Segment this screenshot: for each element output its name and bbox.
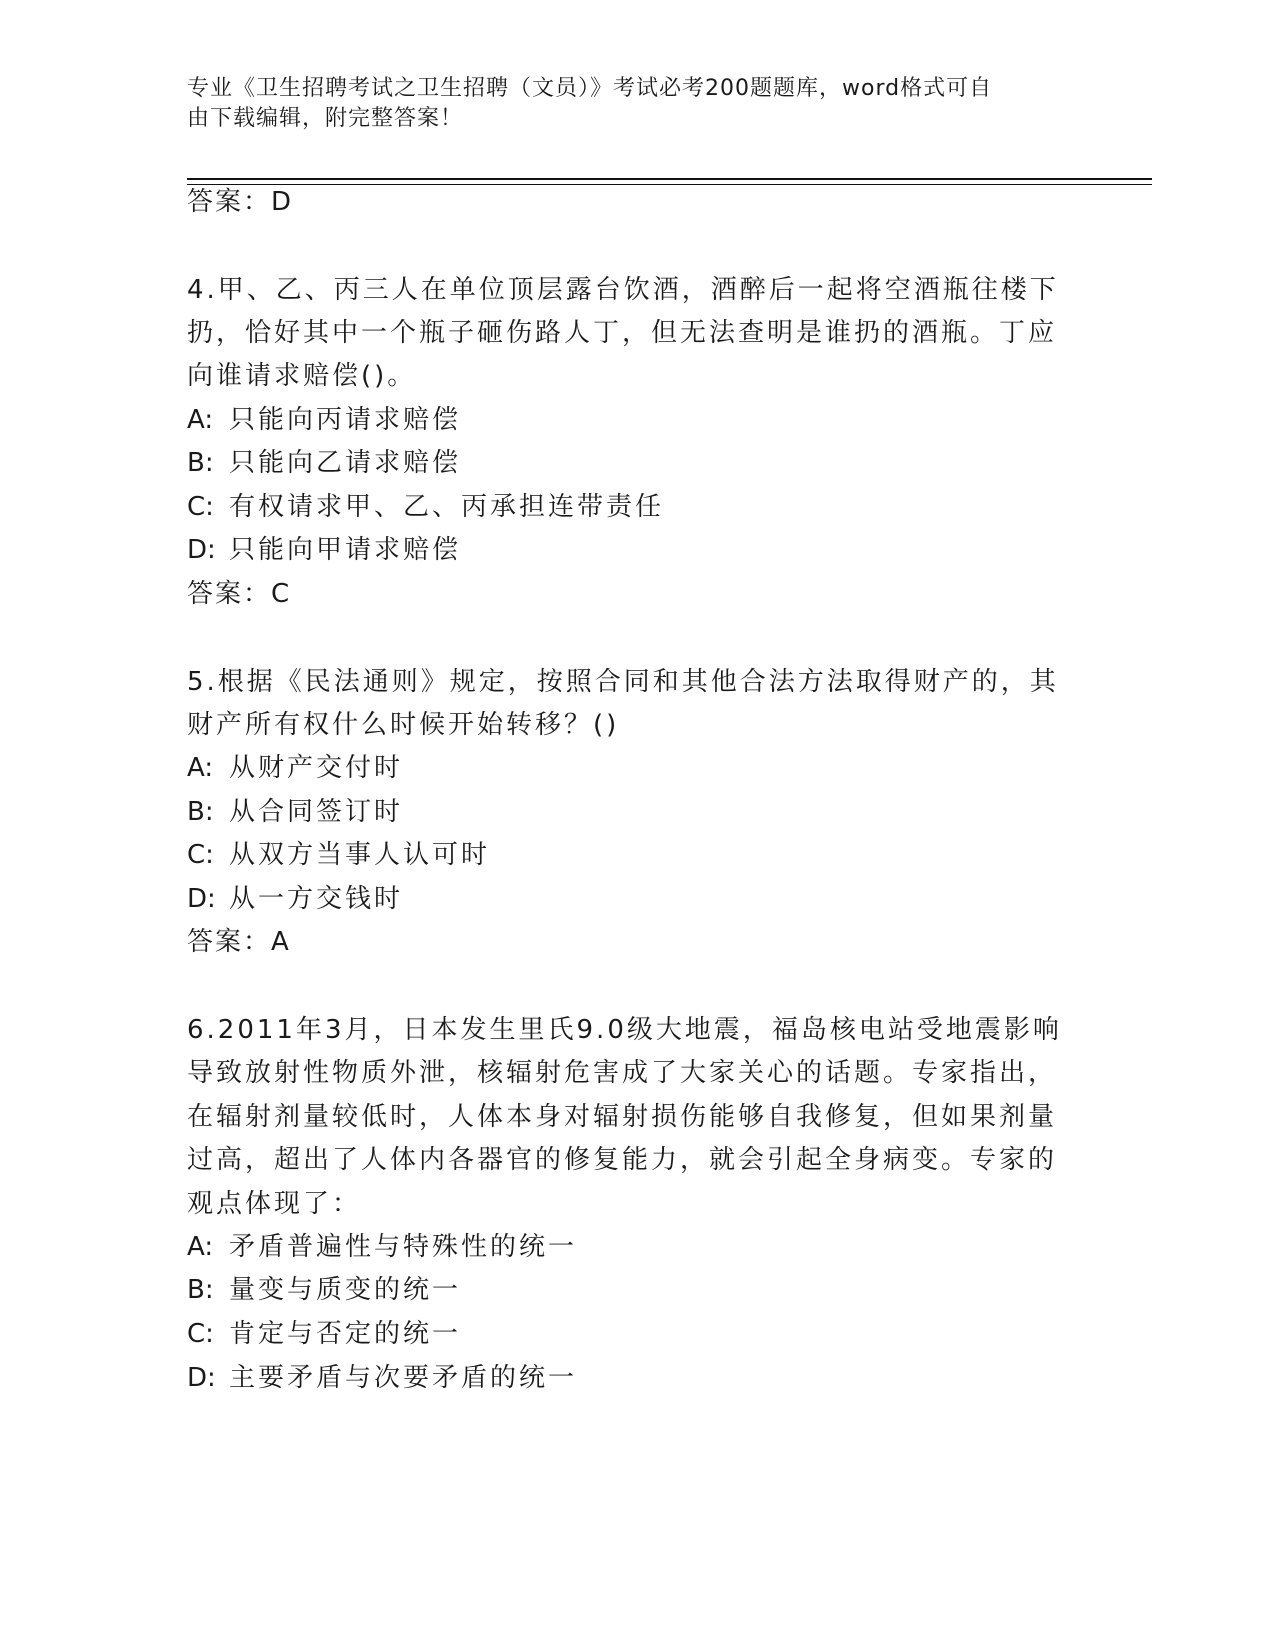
q5-option-d	[187, 881, 403, 917]
q4-option-a	[187, 402, 461, 438]
option-text: 从财产交付时	[229, 753, 404, 783]
q6-stem-line-3: 在辐射剂量较低时，人体本身对辐射损伤能够自我修复，但如果剂量	[187, 1102, 1058, 1132]
option-text: 从一方交钱时	[229, 884, 404, 914]
q5-option-b	[187, 794, 403, 830]
header-divider-thick	[187, 178, 1152, 180]
option-text: 只能向丙请求赔偿	[229, 405, 462, 435]
option-text: 从双方当事人认可时	[229, 840, 491, 870]
q4-option-c	[187, 489, 664, 525]
option-key: A:	[187, 1232, 214, 1262]
option-key: A:	[187, 405, 214, 435]
q4-stem-line-2: 扔，恰好其中一个瓶子砸伤路人丁，但无法查明是谁扔的酒瓶。丁应	[187, 318, 1058, 348]
document-header	[187, 74, 1067, 134]
q5-option-a	[187, 750, 403, 786]
previous-answer: 答案：D	[187, 187, 294, 217]
option-key: A:	[187, 753, 214, 783]
option-key: D:	[187, 535, 216, 565]
q5-option-c	[187, 837, 490, 873]
option-text: 从合同签订时	[229, 797, 404, 827]
q6-stem-line-2: 导致放射性物质外泄，核辐射危害成了大家关心的话题。专家指出，	[187, 1058, 1058, 1088]
option-key: D:	[187, 884, 216, 914]
option-key: B:	[187, 448, 214, 478]
q5-stem-line-2: 财产所有权什么时候开始转移？()	[187, 710, 620, 740]
option-text: 只能向乙请求赔偿	[229, 448, 462, 478]
option-text: 有权请求甲、乙、丙承担连带责任	[229, 492, 665, 522]
q4-answer: 答案：C	[187, 579, 292, 609]
header-line-2: 由下载编辑，附完整答案！	[187, 106, 464, 131]
option-key: B:	[187, 1275, 214, 1305]
header-divider-thin	[187, 184, 1152, 185]
option-text: 矛盾普遍性与特殊性的统一	[229, 1232, 578, 1262]
option-text: 量变与质变的统一	[229, 1275, 462, 1305]
q6-option-c	[187, 1316, 461, 1352]
q6-stem-line-1: 6.2011年3月，日本发生里氏9.0级大地震，福岛核电站受地震影响	[187, 1015, 1062, 1045]
q5-stem-line-1: 5.根据《民法通则》规定，按照合同和其他合法方法取得财产的，其	[187, 667, 1059, 697]
header-line-1: 专业《卫生招聘考试之卫生招聘（文员）》考试必考200题题库，word格式可自	[187, 76, 993, 101]
option-key: B:	[187, 797, 214, 827]
option-key: C:	[187, 1319, 214, 1349]
q4-option-b	[187, 445, 461, 481]
q6-option-b	[187, 1272, 461, 1308]
q5-answer: 答案：A	[187, 927, 291, 957]
option-text: 只能向甲请求赔偿	[229, 535, 462, 565]
q4-stem-line-1: 4.甲、乙、丙三人在单位顶层露台饮酒，酒醉后一起将空酒瓶往楼下	[187, 275, 1059, 305]
option-text: 肯定与否定的统一	[229, 1319, 462, 1349]
q6-stem-line-5: 观点体现了：	[187, 1189, 362, 1219]
q4-stem-line-3: 向谁请求赔偿()。	[187, 361, 417, 391]
q6-option-a	[187, 1229, 577, 1265]
option-text: 主要矛盾与次要矛盾的统一	[229, 1363, 578, 1393]
q4-option-d	[187, 532, 461, 568]
option-key: C:	[187, 492, 214, 522]
q6-option-d	[187, 1360, 577, 1396]
option-key: C:	[187, 840, 214, 870]
q6-stem-line-4: 过高，超出了人体内各器官的修复能力，就会引起全身病变。专家的	[187, 1145, 1058, 1175]
option-key: D:	[187, 1363, 216, 1393]
